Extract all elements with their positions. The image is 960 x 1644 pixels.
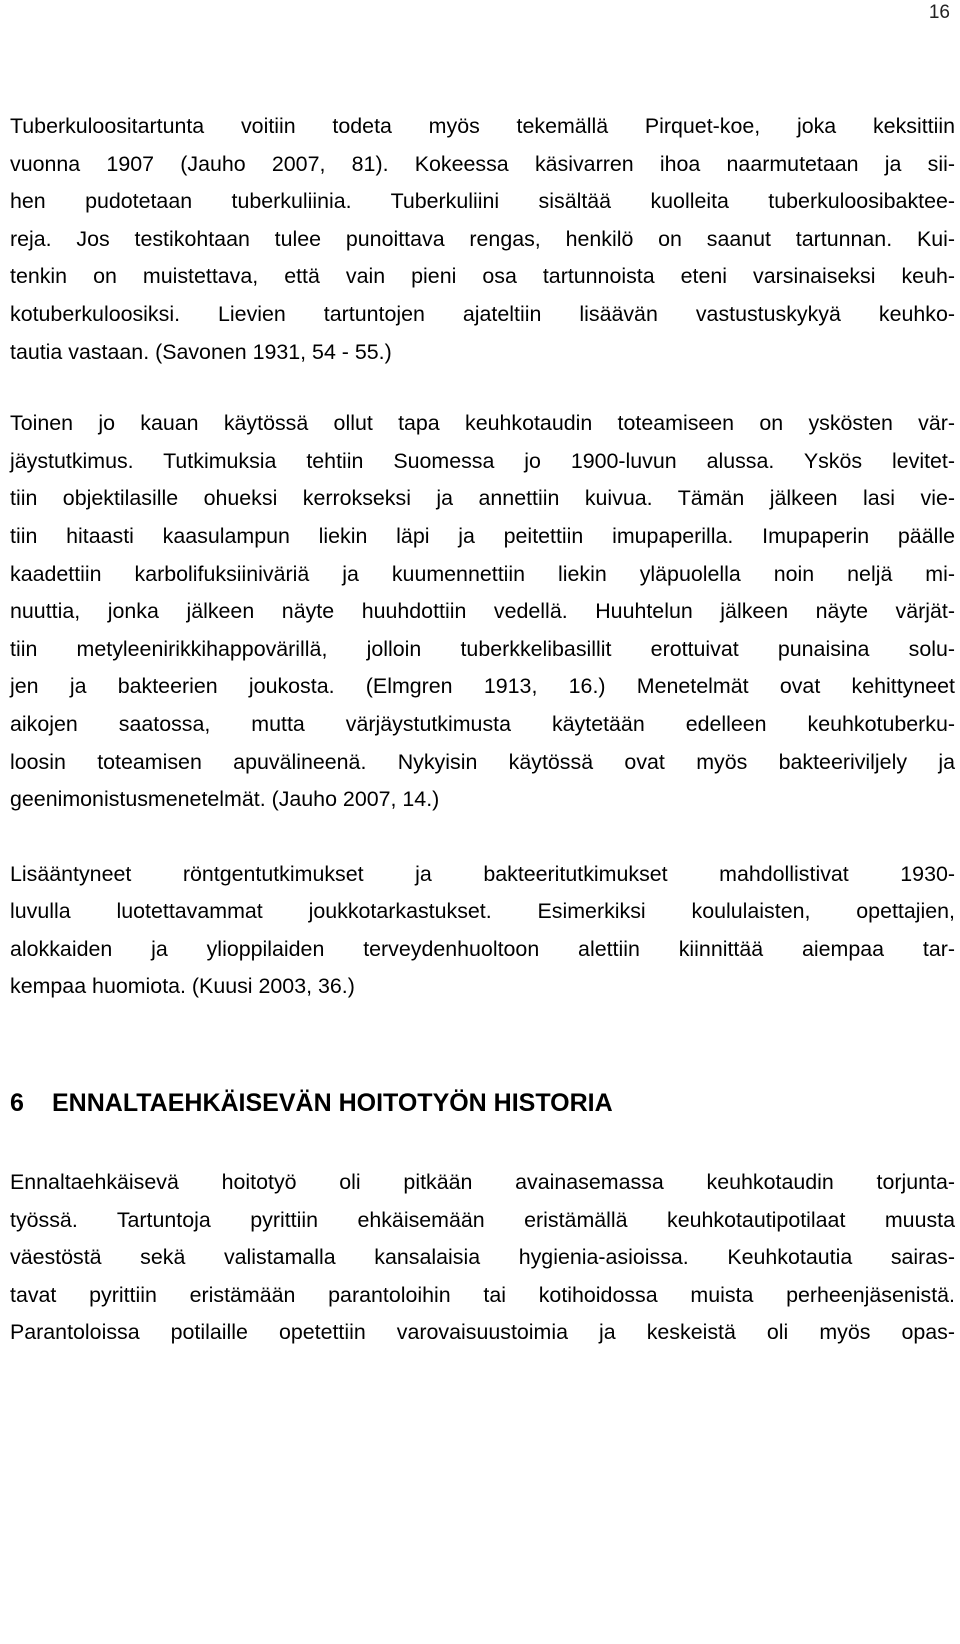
text-line: Tuberkuloositartunta voitiin todeta myös tekemällä Pirquet-koe, joka keksittiin bbox=[10, 114, 955, 138]
text-line: tautia vastaan. (Savonen 1931, 54 - 55.) bbox=[10, 339, 392, 364]
text-line: tiin hitaasti kaasulampun liekin läpi ja peitettiin imupaperilla. Imupaperin päälle bbox=[10, 523, 955, 548]
text-line: nuuttia, jonka jälkeen näyte huuhdottiin vedellä. Huuhtelun jälkeen näyte värjät- bbox=[10, 599, 955, 624]
paragraph-pirquet-test bbox=[10, 108, 955, 371]
text-line: kotuberkuloosiksi. Lievien tartuntojen ajateltiin lisäävän vastustuskykyä keuhko- bbox=[10, 301, 955, 326]
text-line: tavat pyrittiin eristämään parantoloihin tai kotihoidossa muista perheenjäsenistä. bbox=[10, 1282, 955, 1307]
paragraph-preventive-care bbox=[10, 1164, 955, 1352]
section-number: 6 bbox=[10, 1089, 24, 1118]
page-number: 16 bbox=[928, 2, 950, 23]
text-line: jen ja bakteerien joukosta. (Elmgren 1913, 16.) Menetelmät ovat kehittyneet bbox=[10, 674, 955, 699]
text-line: kaadettiin karbolifuksiiniväriä ja kuumennettiin liekin yläpuolella noin neljä mi- bbox=[10, 561, 955, 586]
text-line: Toinen jo kauan käytössä ollut tapa keuhkotaudin toteamiseen on yskösten vär- bbox=[10, 411, 955, 436]
text-line: reja. Jos testikohtaan tulee punoittava rengas, henkilö on saanut tartunnan. Kui- bbox=[10, 226, 955, 251]
section-heading bbox=[10, 1086, 955, 1120]
paragraph-xray-screening bbox=[10, 856, 955, 1006]
text-line: työssä. Tartuntoja pyrittiin ehkäisemään eristämällä keuhkotautipotilaat muusta bbox=[10, 1207, 955, 1232]
text-line: Parantoloissa potilaille opetettiin varovaisuustoimia ja keskeistä oli myös opas- bbox=[10, 1320, 955, 1345]
paragraph-sputum-staining bbox=[10, 405, 955, 819]
text-line: loosin toteamisen apuvälineenä. Nykyisin käytössä ovat myös bakteeriviljely ja bbox=[10, 749, 955, 774]
text-line: geenimonistusmenetelmät. (Jauho 2007, 14.) bbox=[10, 787, 440, 812]
text-line: jäystutkimus. Tutkimuksia tehtiin Suomessa jo 1900-luvun alussa. Yskös levitet- bbox=[10, 448, 955, 473]
text-line: väestöstä sekä valistamalla kansalaisia hygienia-asioissa. Keuhkotautia sairas- bbox=[10, 1245, 955, 1270]
text-line: kempaa huomiota. (Kuusi 2003, 36.) bbox=[10, 974, 355, 999]
text-line: tiin metyleenirikkihappovärillä, jolloin tuberkkelibasillit erottuivat punaisina solu- bbox=[10, 636, 955, 661]
text-line: tenkin on muistettava, että vain pieni osa tartunnoista eteni varsinaiseksi keuh- bbox=[10, 264, 955, 289]
text-line: alokkaiden ja ylioppilaiden terveydenhuoltoon alettiin kiinnittää aiempaa tar- bbox=[10, 936, 955, 961]
text-line: Ennaltaehkäisevä hoitotyö oli pitkään avainasemassa keuhkotaudin torjunta- bbox=[10, 1170, 955, 1195]
document-body bbox=[10, 108, 955, 1352]
section-title: ENNALTAEHKÄISEVÄN HOITOTYÖN HISTORIA bbox=[52, 1089, 613, 1118]
text-line: Lisääntyneet röntgentutkimukset ja bakteeritutkimukset mahdollistivat 1930- bbox=[10, 861, 955, 886]
text-line: luvulla luotettavammat joukkotarkastukset. Esimerkiksi koululaisten, opettajien, bbox=[10, 899, 955, 924]
text-line: vuonna 1907 (Jauho 2007, 81). Kokeessa käsivarren ihoa naarmutetaan ja sii- bbox=[10, 151, 955, 176]
text-line: aikojen saatossa, mutta värjäystutkimusta käytetään edelleen keuhkotuberku- bbox=[10, 711, 955, 736]
text-line: tiin objektilasille ohueksi kerrokseksi ja annettiin kuivua. Tämän jälkeen lasi vie- bbox=[10, 486, 955, 511]
text-line: hen pudotetaan tuberkuliinia. Tuberkuliini sisältää kuolleita tuberkuloosibaktee- bbox=[10, 189, 955, 214]
